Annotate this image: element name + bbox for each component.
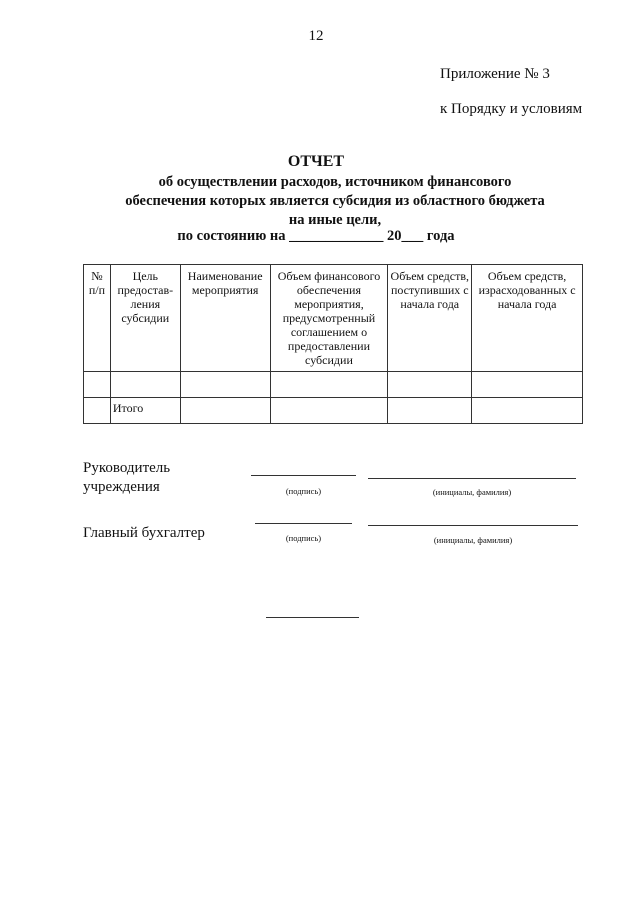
head-signature-line [251,475,356,476]
accountant-name-line [368,525,578,526]
table-total-row [84,398,583,424]
head-name-hint: (инициалы, фамилия) [432,487,512,497]
report-subtitle: об осуществлении расходов, источником финансового обеспечения которых является субсидия из областного бюджета на иные цели, [125,174,545,228]
column-header-event-name: Наименование мероприятия [180,265,270,372]
column-header-spent-funds: Объем средств, израсходованных с начала года [472,265,583,372]
head-name-line [368,478,576,479]
closing-divider-line [266,617,359,618]
page-number: 12 [308,28,324,44]
accountant-signature-label: Главный бухгалтер [83,525,205,541]
table-cell [388,372,472,398]
head-signature-label: Руководитель учреждения [83,460,171,495]
table-cell [472,372,583,398]
table-cell [180,372,270,398]
appendix-label: Приложение № 3 [440,66,550,82]
accountant-signature-line [255,523,352,524]
table-cell [84,372,111,398]
accountant-name-hint: (инициалы, фамилия) [433,535,513,545]
head-signature-hint: (подпись) [285,486,322,496]
appendix-order-reference: к Порядку и условиям [440,101,583,117]
table-cell [84,398,111,424]
table-cell [270,372,388,398]
table-row [84,372,583,398]
total-label: Итого [110,398,180,424]
report-date-line: по состоянию на _____________ 20___ года [177,228,455,244]
table-cell [472,398,583,424]
table-header-row [84,265,583,372]
table-cell [270,398,388,424]
accountant-signature-hint: (подпись) [285,533,322,543]
column-header-financing-volume: Объем финансового обеспечения мероприятия, предусмотренный соглашением о предоставлении субсидии [270,265,388,372]
table-cell [110,372,180,398]
column-header-number: № п/п [84,265,111,372]
report-table [83,264,583,424]
table-cell [388,398,472,424]
table-cell [180,398,270,424]
column-header-received-funds: Объем средств, поступивших с начала года [388,265,472,372]
report-title: ОТЧЕТ [287,153,345,170]
column-header-purpose: Цель предостав-ления субсидии [110,265,180,372]
